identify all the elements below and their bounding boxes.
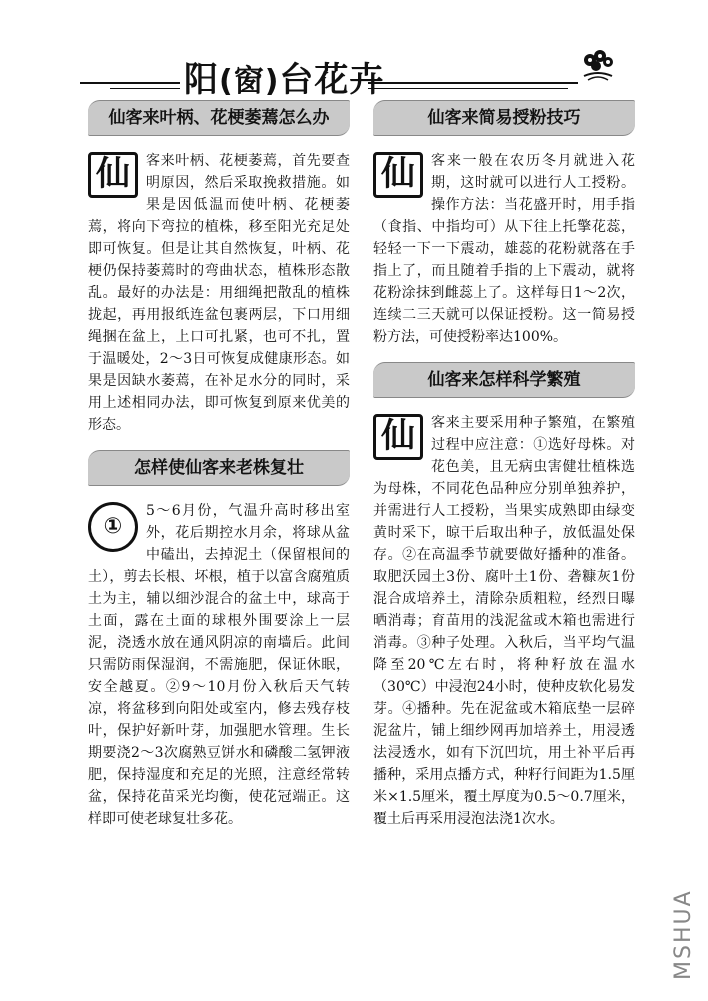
article-text: 5～6月份，气温升高时移出室外，花后期控水月余，将球从盆中磕出，去掉泥土（保留根间的土），剪去长根、坏根，植于以富含腐殖质土为主，辅以细沙混合的盆土中，球高于土面，露在土面的球根外围要涂上一层泥，浇透水放在通风阴凉的南墙后。此间只需防雨保湿润，不需施肥，保证休眠，安全越夏。②9～10月份入秋后天气转凉，将盆移到向阳处或室内，修去残存枝叶，保护好新叶芽，加强肥水管理。生长期要浇2～3次腐熟豆饼水和磷酸二氢钾液肥，保持湿度和充足的光照，注意经常转盆，保持花苗采光均衡，使花冠端正。这样即可使老球复壮多花。: [88, 503, 350, 827]
watermark: MSHUA: [671, 889, 696, 980]
flower-ornament-icon: [578, 46, 618, 86]
article-leaf-stem-wilting: [88, 100, 350, 436]
dropcap: 仙: [373, 414, 423, 460]
masthead: [70, 44, 640, 100]
masthead-rule-right-thin: [368, 88, 568, 89]
article-old-plant-rejuvenation: [88, 450, 350, 830]
section-title: 仙客来怎样科学繁殖: [373, 362, 635, 398]
article-body: [88, 500, 350, 830]
dropcap: 仙: [373, 152, 423, 198]
masthead-title-first: 阳: [184, 60, 219, 100]
article-body: [88, 150, 350, 436]
masthead-title-middle: (窗): [219, 64, 280, 99]
article-propagation: [373, 362, 635, 830]
masthead-rule-right: [368, 82, 578, 84]
masthead-rule-left: [80, 82, 180, 84]
left-column: [88, 100, 350, 844]
section-title: 怎样使仙客来老株复壮: [88, 450, 350, 486]
article-body: [373, 412, 635, 830]
dropcap-number: ①: [88, 502, 138, 552]
dropcap: 仙: [88, 152, 138, 198]
masthead-title-rest: 台花卉: [279, 60, 385, 100]
right-column: [373, 100, 635, 844]
masthead-rule-left-thin: [110, 88, 180, 89]
section-title: 仙客来简易授粉技巧: [373, 100, 635, 136]
section-title: 仙客来叶柄、花梗萎蔫怎么办: [88, 100, 350, 136]
masthead-title: [184, 52, 384, 101]
article-body: [373, 150, 635, 348]
article-text: 客来一般在农历冬月就进入花期，这时就可以进行人工授粉。操作方法：当花盛开时，用手指（食指、中指均可）从下往上托擎花蕊，轻轻一下一下震动，雄蕊的花粉就落在手指上了，而且随着手指的上下震动，就将花粉涂抹到雌蕊上了。这样每日1～2次，连续二三天就可以保证授粉。这一简易授粉方法，可使授粉率达100%。: [373, 153, 635, 345]
article-pollination-tips: [373, 100, 635, 348]
article-text: 客来叶柄、花梗萎蔫，首先要查明原因，然后采取挽救措施。如果是因低温而使叶柄、花梗萎蔫，将向下弯拉的植株，移至阳光充足处即可恢复。但是让其自然恢复，叶柄、花梗仍保持萎蔫时的弯曲状态，植株形态散乱。最好的办法是：用细绳把散乱的植株拢起，再用报纸连盆包裹两层，下口用细绳捆在盆上，上口可扎紧，也可不扎，置于温暖处，2～3日可恢复成健康形态。如果是因缺水萎蔫，在补足水分的同时，采用上述相同办法，即可恢复到原来优美的形态。: [88, 153, 350, 433]
article-text: 客来主要采用种子繁殖，在繁殖过程中应注意：①选好母株。对花色美，且无病虫害健壮植株选为母株，不同花色品种应分别单独养护，并需进行人工授粉，当果实成熟即由绿变黄时采下，晾干后取出种子，放低温处保存。②在高温季节就要做好播种的准备。取肥沃园土3份、腐叶土1份、砻糠灰1份混合成培养土，清除杂质粗粒，经烈日曝晒消毒；育苗用的浅泥盆或木箱也需进行消毒。③种子处理。入秋后，当平均气温降至20℃左右时，将种籽放在温水（30℃）中浸泡24小时，使种皮软化易发芽。④播种。先在泥盆或木箱底垫一层碎泥盆片，铺上细纱网再加培养土，用浸透法浸透水，如有下沉凹坑，用土补平后再播种，采用点播方式，种籽行间距为1.5厘米×1.5厘米，覆土厚度为0.5～0.7厘米，覆土后再采用浸泡法浇1次水。: [373, 415, 635, 827]
